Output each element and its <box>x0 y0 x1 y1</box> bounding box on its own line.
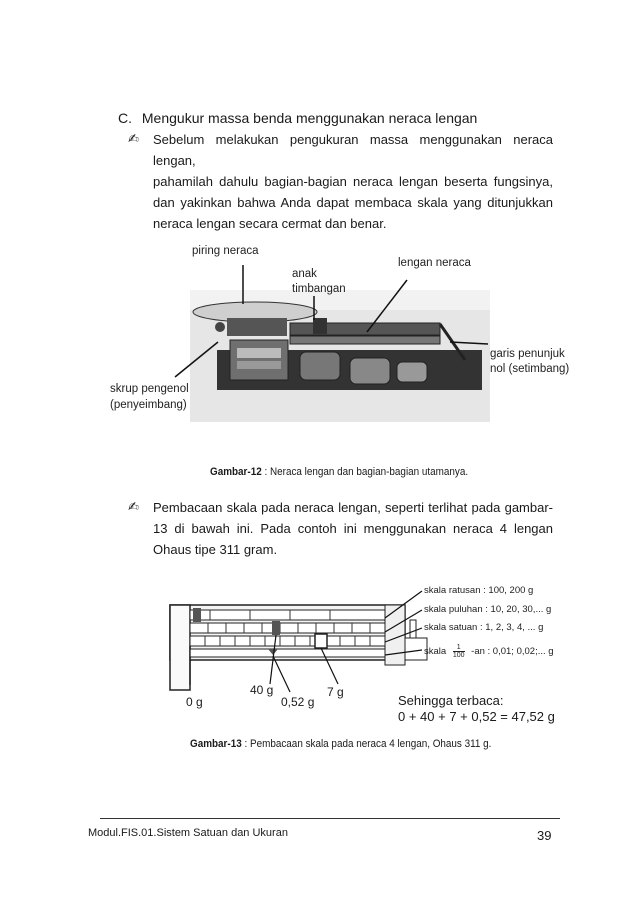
caption-bold: Gambar-12 <box>210 466 262 478</box>
paragraph-line: dan yakinkan bahwa Anda dapat membaca skala yang ditunjukkan <box>153 195 553 210</box>
paragraph-line: 13 di bawah ini. Pada contoh ini menggunakan neraca 4 lengan <box>153 521 553 536</box>
frac-num: 1 <box>453 644 465 652</box>
section-title: Mengukur massa benda menggunakan neraca lengan <box>141 110 478 126</box>
section-letter: C. <box>118 110 132 126</box>
caption-bold: Gambar-13 <box>190 738 242 750</box>
paragraph-line: neraca lengan secara cermat dan benar. <box>153 216 387 231</box>
footer-module-title: Modul.FIS.01.Sistem Satuan dan Ukuran <box>88 827 288 839</box>
footer-divider <box>100 818 560 819</box>
pencil-bullet-icon: ✍ <box>128 131 139 146</box>
scale-diagram <box>160 580 620 700</box>
reading-forty: 40 g <box>250 683 274 697</box>
paragraph-intro <box>153 129 553 234</box>
scale-puluhan: skala puluhan : 10, 20, 30,... g <box>424 604 552 615</box>
section-heading <box>118 110 477 126</box>
figure-13-caption <box>190 738 491 750</box>
figure-12-caption <box>210 466 468 478</box>
scale-seratusan <box>424 644 554 659</box>
reading-decimal: 0,52 g <box>281 695 315 709</box>
paragraph-line: pahamilah dahulu bagian-bagian neraca lengan beserta fungsinya, <box>153 174 553 189</box>
result-equation: 0 + 40 + 7 + 0,52 = 47,52 g <box>398 709 555 724</box>
label-skrup-pengenol-2: (penyeimbang) <box>110 399 187 411</box>
scale-frac-suffix: -an : 0,01; 0,02;... g <box>471 646 554 658</box>
scale-ratusan: skala ratusan : 100, 200 g <box>424 585 534 596</box>
reading-zero: 0 g <box>186 695 203 709</box>
page-number: 39 <box>537 828 552 843</box>
label-anak-timbangan-1: anak <box>292 268 317 280</box>
paragraph-line: Sebelum melakukan pengukuran massa menggunakan neraca lengan, <box>153 132 553 168</box>
paragraph-reading <box>153 497 553 560</box>
label-garis-penunjuk-1: garis penunjuk <box>490 348 565 360</box>
paragraph-line: Pembacaan skala pada neraca lengan, seperti terlihat pada gambar- <box>153 500 553 515</box>
label-garis-penunjuk-2: nol (setimbang) <box>490 363 570 375</box>
scale-frac-prefix: skala <box>424 646 447 658</box>
label-anak-timbangan-2: timbangan <box>292 283 346 295</box>
scale-satuan: skala satuan : 1, 2, 3, 4, ... g <box>424 622 544 633</box>
label-piring-neraca: piring neraca <box>192 245 259 257</box>
label-skrup-pengenol-1: skrup pengenol <box>110 383 189 395</box>
caption-text: : Neraca lengan dan bagian-bagian utamanya. <box>261 466 469 478</box>
reading-seven: 7 g <box>327 685 344 699</box>
scale-fraction <box>453 644 465 659</box>
frac-den: 100 <box>452 652 465 659</box>
result-title: Sehingga terbaca: <box>398 693 504 708</box>
caption-text: : Pembacaan skala pada neraca 4 lengan, Ohaus 311 g. <box>241 738 492 750</box>
label-lengan-neraca: lengan neraca <box>398 257 471 269</box>
paragraph-line: Ohaus tipe 311 gram. <box>153 542 278 557</box>
pencil-bullet-icon: ✍ <box>128 499 139 514</box>
